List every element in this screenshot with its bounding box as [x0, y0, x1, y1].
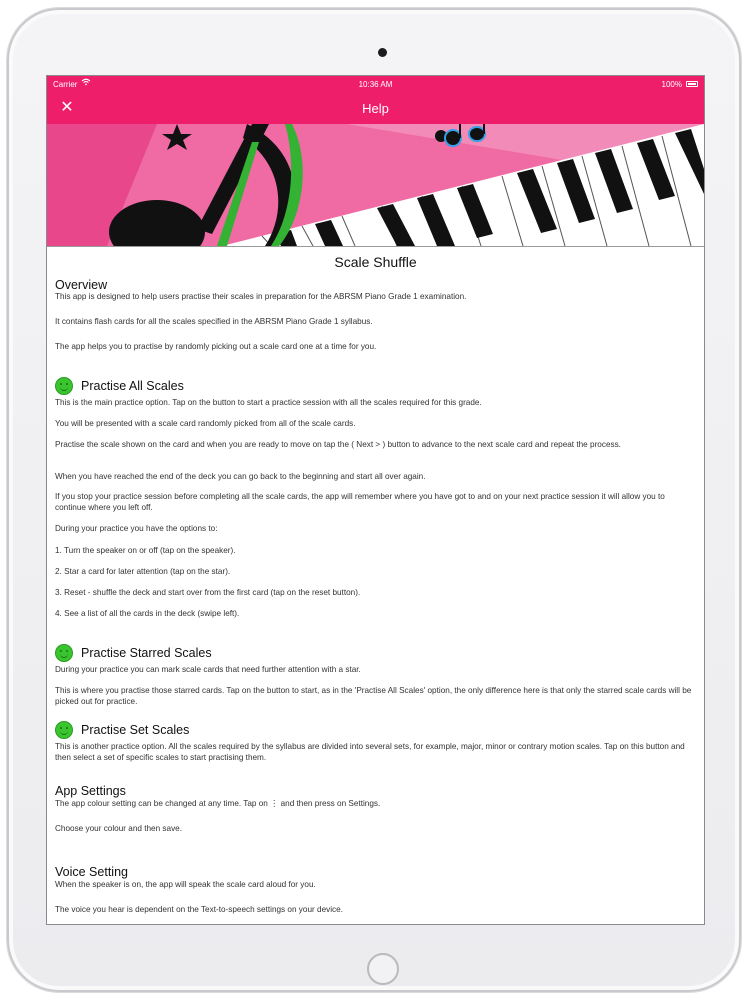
camera	[378, 48, 387, 57]
practise-starred-heading-text: Practise Starred Scales	[81, 646, 212, 660]
practise-all-paragraph-2: You will be presented with a scale card randomly picked from all of the scale cards.	[55, 419, 356, 428]
overview-paragraph-1: This app is designed to help users practise their scales in preparation for the ABRSM Piano Grade 1 examination.	[55, 292, 467, 301]
options-list-item-3: 3. Reset - shuffle the deck and start over from the first card (tap on the reset button).	[55, 588, 361, 597]
practise-all-paragraph-5: If you stop your practice session before completing all the scale cards, the app will remember where you have got to and on your next practice session it will allow you to continue where you left off.	[55, 492, 665, 512]
practise-all-paragraph-6: During your practice you have the options to:	[55, 524, 218, 533]
battery-percentage: 100%	[661, 80, 682, 89]
status-time: 10:36 AM	[358, 80, 393, 89]
app-title: Scale Shuffle	[334, 254, 417, 270]
carrier-label: Carrier	[53, 80, 78, 89]
practise-all-heading-text: Practise All Scales	[81, 379, 184, 393]
practise-set-heading	[55, 721, 189, 739]
voice-setting-paragraph-2: The voice you hear is dependent on the Text-to-speech settings on your device.	[55, 905, 343, 914]
header-banner-image	[47, 124, 704, 246]
smiley-face-icon	[55, 377, 73, 395]
home-button[interactable]	[367, 953, 399, 985]
practise-starred-paragraph-1: During your practice you can mark scale cards that need further attention with a star.	[55, 665, 361, 674]
overview-paragraph-2: It contains flash cards for all the scales specified in the ABRSM Piano Grade 1 syllabus.	[55, 317, 373, 326]
options-list-item-2: 2. Star a card for later attention (tap on the star).	[55, 567, 231, 576]
practise-set-paragraph-1: This is another practice option. All the scales required by the syllabus are divided into several sets, for example, major, minor or contrary motion scales. Tap on this button and then select a set of specific scales to start practising them.	[55, 742, 685, 762]
options-list-item-4: 4. See a list of all the cards in the deck (swipe left).	[55, 609, 240, 618]
battery-icon	[686, 81, 698, 87]
practise-starred-paragraph-2: This is where you practise those starred cards. Tap on the button to start, as in the 'Practise All Scales' option, the only difference here is that only the starred scale cards will be picked out for practice.	[55, 686, 692, 706]
smiley-face-icon	[55, 644, 73, 662]
overview-paragraph-3: The app helps you to practise by randomly picking out a scale card one at a time for you.	[55, 342, 377, 351]
smiley-face-icon	[55, 721, 73, 739]
practise-set-heading-text: Practise Set Scales	[81, 723, 190, 737]
overview-heading: Overview	[55, 278, 108, 292]
options-list-item-1: 1. Turn the speaker on or off (tap on the speaker).	[55, 546, 236, 555]
practise-all-paragraph-3: Practise the scale shown on the card and when you are ready to move on tap the ( Next > ) button to advance to the next scale card and repeat the process.	[55, 440, 621, 449]
practise-all-paragraph-1: This is the main practice option. Tap on the button to start a practice session with all the scales required for this grade.	[55, 398, 482, 407]
practise-starred-heading	[55, 644, 212, 662]
app-settings-paragraph-1: The app colour setting can be changed at any time. Tap on ⋮ and then press on Settings.	[55, 799, 381, 808]
help-content	[47, 246, 704, 925]
voice-setting-heading: Voice Setting	[55, 865, 128, 879]
navigation-bar	[47, 94, 704, 124]
voice-setting-paragraph-1: When the speaker is on, the app will speak the scale card aloud for you.	[55, 880, 316, 889]
practise-all-paragraph-4: When you have reached the end of the deck you can go back to the beginning and start all over again.	[55, 472, 426, 481]
practise-all-heading	[55, 377, 184, 395]
app-screen	[46, 75, 705, 925]
status-bar	[47, 76, 704, 94]
app-settings-paragraph-2: Choose your colour and then save.	[55, 824, 182, 833]
nav-title: Help	[362, 101, 389, 116]
close-icon[interactable]: ✕	[60, 99, 74, 116]
app-settings-heading: App Settings	[55, 784, 126, 798]
